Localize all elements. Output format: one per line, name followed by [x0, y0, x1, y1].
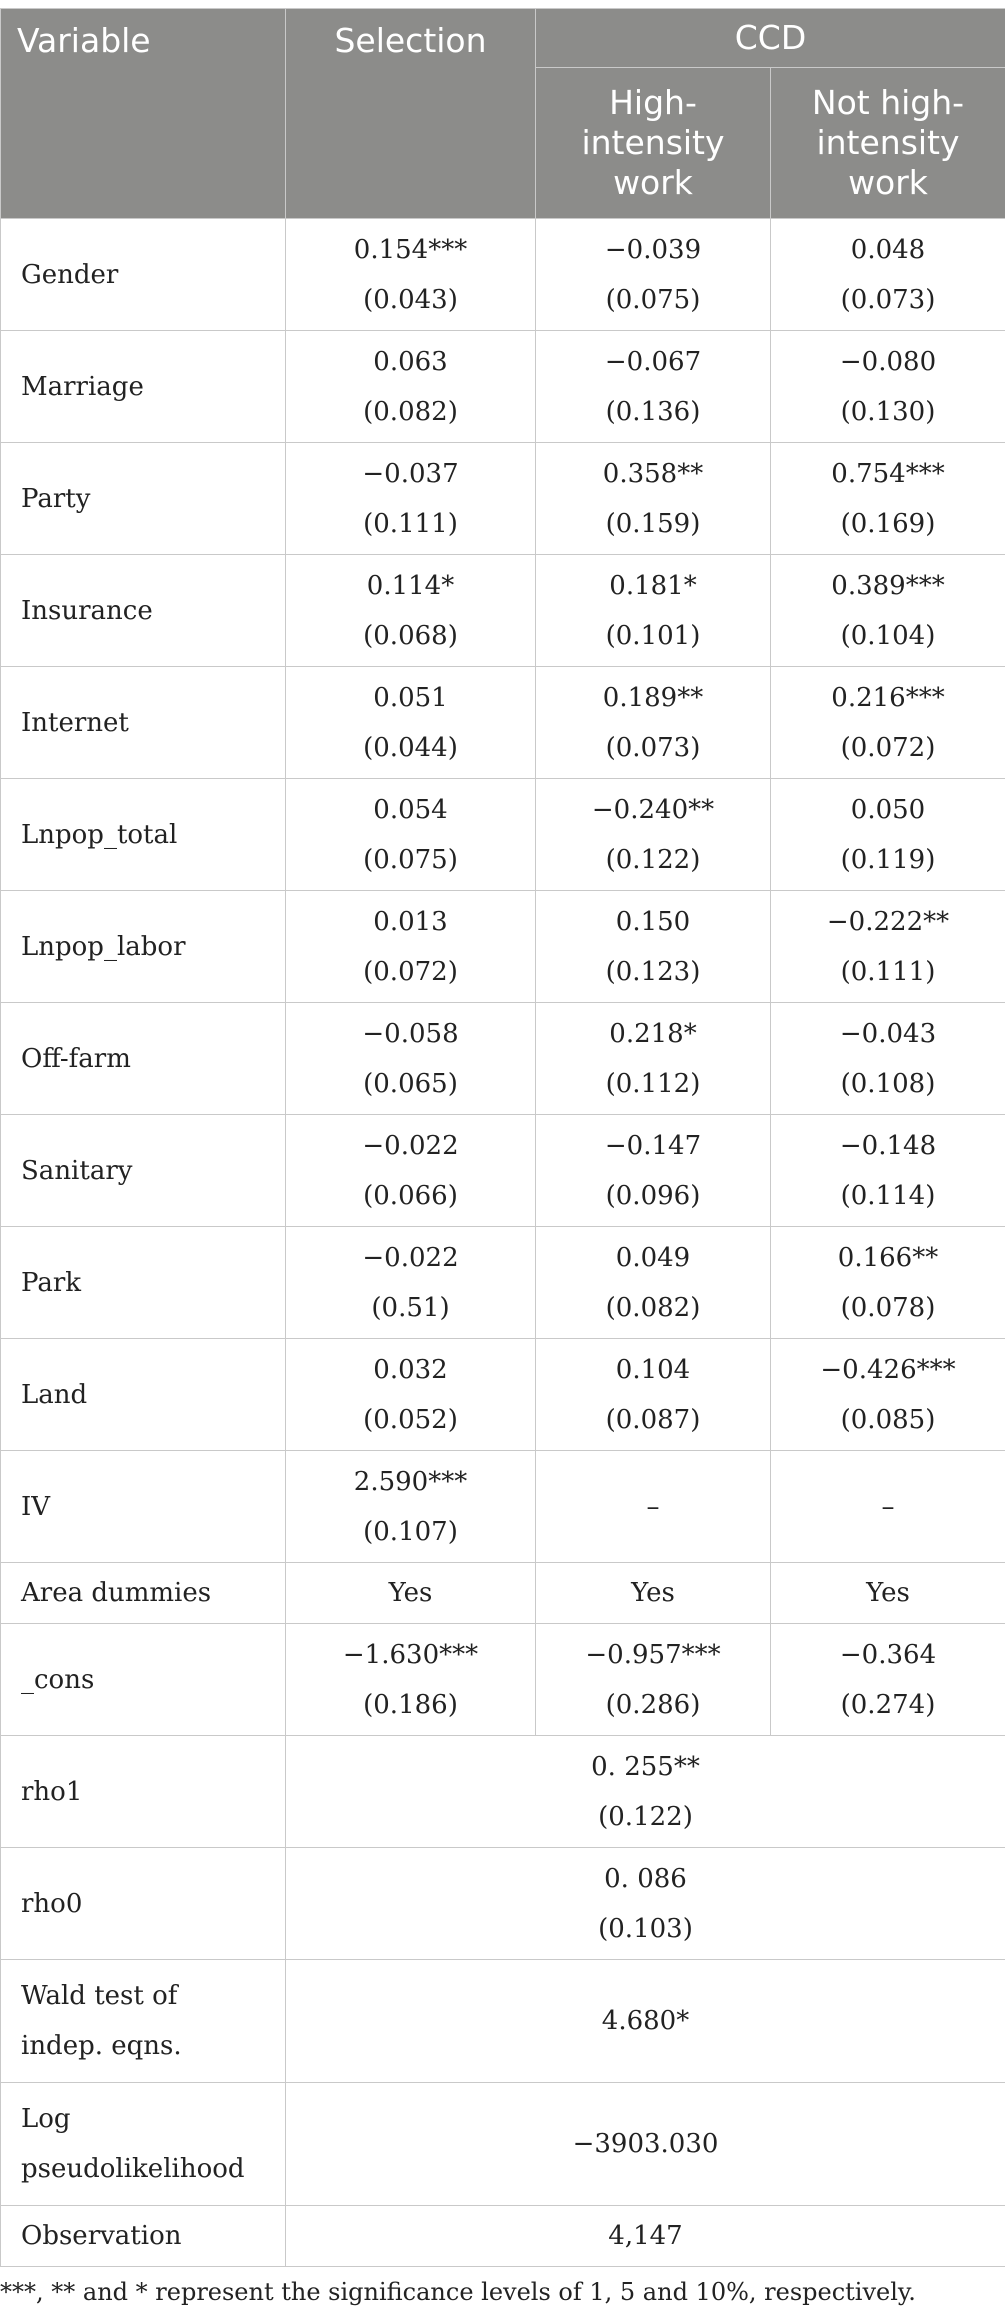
- standard-error: (0.51): [371, 1292, 450, 1323]
- high-intensity-cell: [536, 555, 771, 667]
- standard-error: (0.052): [363, 1404, 458, 1435]
- regression-table: [0, 8, 1005, 2267]
- standard-error: (0.108): [840, 1068, 936, 1099]
- coefficient: 0.150: [615, 906, 691, 937]
- coefficient: −0.957***: [585, 1639, 721, 1670]
- not-high-intensity-cell: [771, 1227, 1005, 1339]
- coefficient: 2.590***: [353, 1466, 468, 1497]
- table-footnote: ***, ** and * represent the significance levels of 1, 5 and 10%, respectively.: [0, 2278, 916, 2306]
- row-label: Observation: [1, 2206, 286, 2267]
- standard-error: (0.065): [363, 1068, 458, 1099]
- coefficient: −0.426***: [820, 1354, 956, 1385]
- selection-cell: [286, 1339, 536, 1451]
- not-high-intensity-cell: [771, 667, 1005, 779]
- high-intensity-cell: [536, 1003, 771, 1115]
- table-row: [1, 219, 1005, 331]
- row-label: rho1: [1, 1736, 286, 1848]
- coefficient: 0.114*: [366, 570, 455, 601]
- table-header: [1, 9, 1005, 219]
- standard-error: (0.286): [605, 1689, 701, 1720]
- row-label: Lnpop_total: [1, 779, 286, 891]
- table-row: [1, 1624, 1005, 1736]
- standard-error: (0.068): [363, 620, 458, 651]
- coefficient: 0.051: [373, 682, 448, 713]
- table-row: [1, 1339, 1005, 1451]
- coefficient: 0.154***: [353, 234, 468, 265]
- coefficient: Yes: [631, 1578, 675, 1608]
- table-row: [1, 667, 1005, 779]
- standard-error: (0.169): [840, 508, 936, 539]
- standard-error: (0.073): [840, 284, 936, 315]
- not-high-intensity-cell: [771, 1563, 1005, 1624]
- selection-cell: [286, 891, 536, 1003]
- coefficient: 4.680*: [601, 2006, 690, 2036]
- selection-cell: [286, 1624, 536, 1736]
- selection-cell: [286, 555, 536, 667]
- standard-error: (0.122): [598, 1801, 693, 1832]
- coefficient: −0.080: [839, 346, 937, 377]
- selection-cell: [286, 1003, 536, 1115]
- coefficient: 0.013: [373, 906, 448, 937]
- row-label: Park: [1, 1227, 286, 1339]
- coefficient: 0.104: [615, 1354, 691, 1385]
- model-statistic-cell: [286, 1960, 1005, 2083]
- row-label: Land: [1, 1339, 286, 1451]
- coefficient: 0.189**: [602, 682, 704, 713]
- table-row: [1, 2083, 1005, 2206]
- high-intensity-cell: [536, 1115, 771, 1227]
- coefficient: −0.043: [839, 1018, 937, 1049]
- coefficient: –: [881, 1491, 895, 1522]
- high-intensity-cell: [536, 1624, 771, 1736]
- high-intensity-cell: [536, 779, 771, 891]
- header-variable: Variable: [1, 9, 286, 219]
- coefficient: 0.048: [850, 234, 926, 265]
- standard-error: (0.078): [840, 1292, 936, 1323]
- row-label: Party: [1, 443, 286, 555]
- selection-cell: [286, 443, 536, 555]
- not-high-intensity-cell: [771, 331, 1005, 443]
- table-row: [1, 2206, 1005, 2267]
- not-high-intensity-cell: [771, 1115, 1005, 1227]
- selection-cell: [286, 1451, 536, 1563]
- coefficient: 0.166**: [837, 1242, 939, 1273]
- selection-cell: [286, 1563, 536, 1624]
- not-high-intensity-cell: [771, 443, 1005, 555]
- coefficient: −0.022: [362, 1242, 459, 1273]
- header-selection: Selection: [286, 9, 536, 219]
- selection-cell: [286, 219, 536, 331]
- coefficient: 0.389***: [831, 570, 945, 601]
- coefficient: −0.037: [362, 458, 459, 489]
- table-row: [1, 1451, 1005, 1563]
- standard-error: (0.072): [363, 956, 458, 987]
- row-label: _cons: [1, 1624, 286, 1736]
- not-high-intensity-cell: [771, 1339, 1005, 1451]
- high-intensity-cell: [536, 1451, 771, 1563]
- row-label: IV: [1, 1451, 286, 1563]
- standard-error: (0.111): [840, 956, 936, 987]
- standard-error: (0.111): [363, 508, 458, 539]
- coefficient: −0.364: [839, 1639, 937, 1670]
- table-row: [1, 1736, 1005, 1848]
- coefficient: −0.148: [839, 1130, 937, 1161]
- coefficient: Yes: [388, 1578, 433, 1608]
- high-intensity-cell: [536, 1563, 771, 1624]
- table-row: [1, 1115, 1005, 1227]
- table-row: [1, 779, 1005, 891]
- table-row: [1, 891, 1005, 1003]
- standard-error: (0.104): [840, 620, 936, 651]
- row-label: Internet: [1, 667, 286, 779]
- coefficient: 0.216***: [831, 682, 945, 713]
- standard-error: (0.136): [605, 396, 701, 427]
- standard-error: (0.082): [363, 396, 458, 427]
- standard-error: (0.072): [840, 732, 936, 763]
- standard-error: (0.130): [840, 396, 936, 427]
- coefficient: −0.058: [362, 1018, 459, 1049]
- standard-error: (0.044): [363, 732, 458, 763]
- high-intensity-cell: [536, 891, 771, 1003]
- table-row: [1, 555, 1005, 667]
- selection-cell: [286, 1115, 536, 1227]
- not-high-intensity-cell: [771, 1624, 1005, 1736]
- standard-error: (0.075): [363, 844, 458, 875]
- row-label: Lnpop_labor: [1, 891, 286, 1003]
- standard-error: (0.107): [363, 1516, 458, 1547]
- standard-error: (0.274): [840, 1689, 936, 1720]
- model-statistic-cell: [286, 1848, 1005, 1960]
- standard-error: (0.066): [363, 1180, 458, 1211]
- not-high-intensity-cell: [771, 1003, 1005, 1115]
- coefficient: 0.032: [373, 1354, 448, 1385]
- table-row: [1, 1848, 1005, 1960]
- standard-error: (0.087): [605, 1404, 701, 1435]
- coefficient: 0.050: [850, 794, 926, 825]
- row-label: Insurance: [1, 555, 286, 667]
- not-high-intensity-cell: [771, 219, 1005, 331]
- table-row: [1, 331, 1005, 443]
- table-body: [1, 219, 1005, 2267]
- standard-error: (0.075): [605, 284, 701, 315]
- row-label: Sanitary: [1, 1115, 286, 1227]
- selection-cell: [286, 667, 536, 779]
- coefficient: −0.147: [604, 1130, 702, 1161]
- selection-cell: [286, 1227, 536, 1339]
- high-intensity-cell: [536, 667, 771, 779]
- standard-error: (0.082): [605, 1292, 701, 1323]
- coefficient: 0.049: [615, 1242, 691, 1273]
- standard-error: (0.103): [598, 1913, 693, 1944]
- coefficient: −3903.030: [572, 2129, 719, 2159]
- header-not-high-intensity: Not high-intensity work: [771, 68, 1005, 219]
- row-label: Marriage: [1, 331, 286, 443]
- standard-error: (0.043): [363, 284, 458, 315]
- standard-error: (0.122): [605, 844, 701, 875]
- model-statistic-cell: [286, 2083, 1005, 2206]
- not-high-intensity-cell: [771, 555, 1005, 667]
- standard-error: (0.114): [840, 1180, 936, 1211]
- table-row: [1, 1227, 1005, 1339]
- coefficient: −0.222**: [826, 906, 950, 937]
- coefficient: −0.022: [362, 1130, 459, 1161]
- coefficient: 0. 255**: [591, 1751, 700, 1782]
- not-high-intensity-cell: [771, 779, 1005, 891]
- row-label: Area dummies: [1, 1563, 286, 1624]
- selection-cell: [286, 779, 536, 891]
- header-high-intensity: High-intensity work: [536, 68, 771, 219]
- standard-error: (0.159): [605, 508, 701, 539]
- high-intensity-cell: [536, 1227, 771, 1339]
- high-intensity-cell: [536, 219, 771, 331]
- table-row: [1, 443, 1005, 555]
- coefficient: –: [646, 1491, 660, 1522]
- coefficient: 0. 086: [604, 1863, 687, 1894]
- coefficient: 0.358**: [602, 458, 704, 489]
- coefficient: 0.181*: [609, 570, 697, 601]
- not-high-intensity-cell: [771, 1451, 1005, 1563]
- row-label: rho0: [1, 1848, 286, 1960]
- coefficient: 0.063: [373, 346, 448, 377]
- standard-error: (0.073): [605, 732, 701, 763]
- coefficient: −0.240**: [591, 794, 715, 825]
- coefficient: −0.039: [604, 234, 702, 265]
- table-row: [1, 1003, 1005, 1115]
- standard-error: (0.096): [605, 1180, 701, 1211]
- coefficient: 0.054: [373, 794, 448, 825]
- standard-error: (0.186): [363, 1689, 458, 1720]
- standard-error: (0.123): [605, 956, 701, 987]
- coefficient: 0.754***: [831, 458, 945, 489]
- not-high-intensity-cell: [771, 891, 1005, 1003]
- row-label: Log pseudolikelihood: [1, 2083, 286, 2206]
- table-row: [1, 1563, 1005, 1624]
- model-statistic-cell: [286, 2206, 1005, 2267]
- row-label: Off-farm: [1, 1003, 286, 1115]
- model-statistic-cell: [286, 1736, 1005, 1848]
- standard-error: (0.101): [605, 620, 701, 651]
- table-row: [1, 1960, 1005, 2083]
- coefficient: −0.067: [604, 346, 702, 377]
- coefficient: −1.630***: [342, 1639, 479, 1670]
- row-label: Wald test of indep. eqns.: [1, 1960, 286, 2083]
- high-intensity-cell: [536, 443, 771, 555]
- high-intensity-cell: [536, 331, 771, 443]
- standard-error: (0.119): [840, 844, 936, 875]
- standard-error: (0.112): [605, 1068, 701, 1099]
- coefficient: 0.218*: [609, 1018, 697, 1049]
- coefficient: Yes: [866, 1578, 910, 1608]
- standard-error: (0.085): [840, 1404, 936, 1435]
- high-intensity-cell: [536, 1339, 771, 1451]
- row-label: Gender: [1, 219, 286, 331]
- coefficient: 4,147: [608, 2221, 683, 2251]
- header-ccd: CCD: [536, 9, 1005, 68]
- selection-cell: [286, 331, 536, 443]
